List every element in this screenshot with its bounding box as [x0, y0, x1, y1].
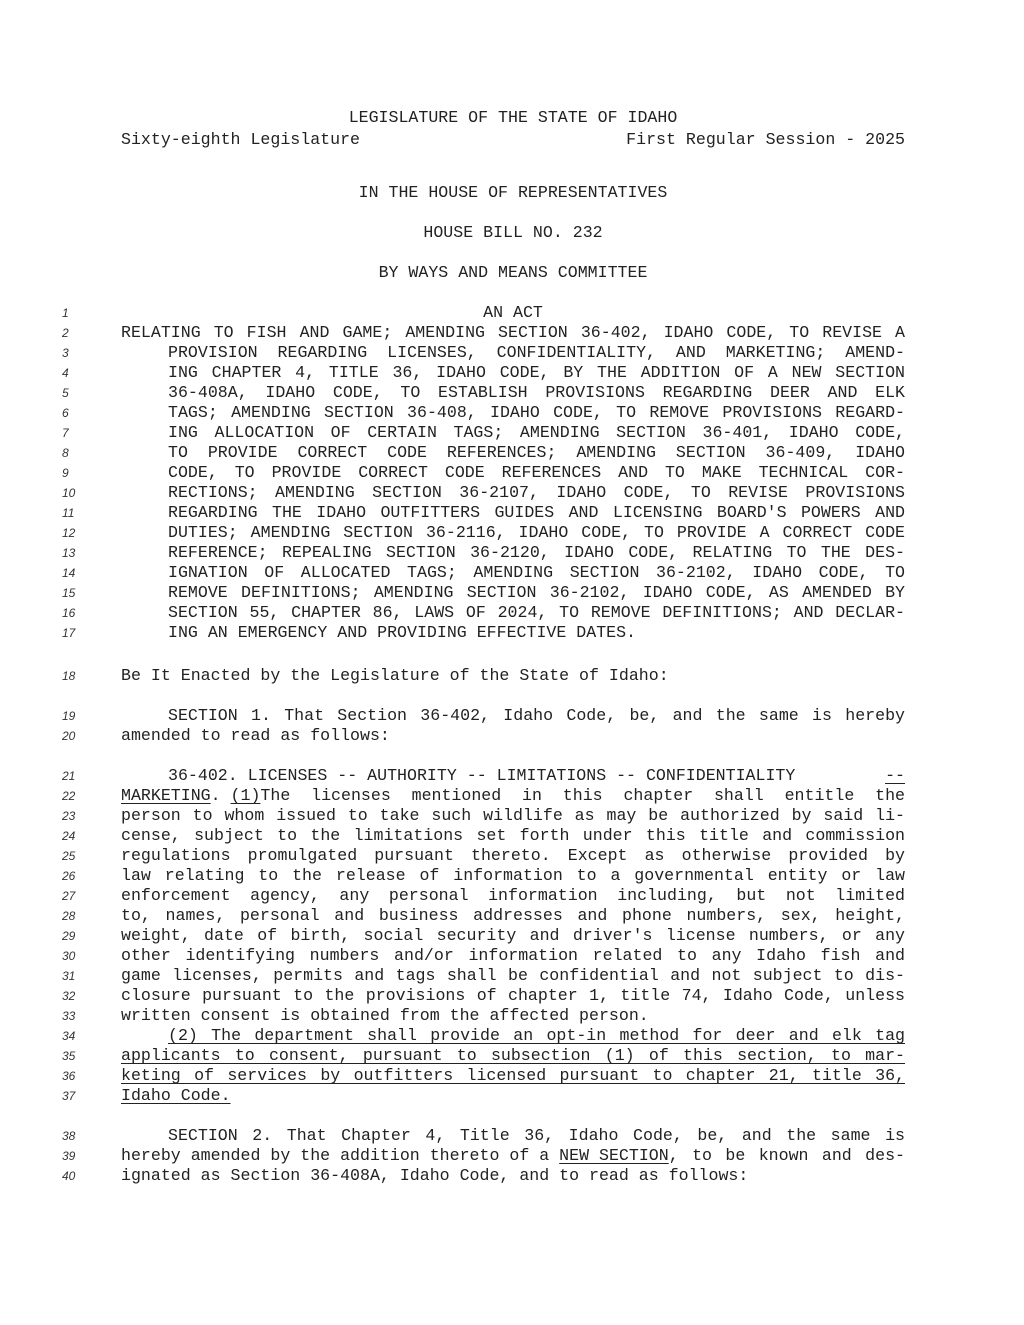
- line-text: weight, date of birth, social security and driver's license numbers, or any: [121, 926, 905, 945]
- inserted-text: Idaho Code.: [121, 1086, 231, 1105]
- line-30: [0, 946, 1024, 966]
- line-text: closure pursuant to the provisions of chapter 1, title 74, Idaho Code, unless: [121, 986, 905, 1005]
- session-year: First Regular Session - 2025: [626, 130, 905, 149]
- line-number: 14: [62, 566, 76, 580]
- inserted-text: (1): [230, 786, 261, 805]
- inserted-text: NEW SECTION: [559, 1146, 669, 1165]
- line-text: SECTION 55, CHAPTER 86, LAWS OF 2024, TO REMOVE DEFINITIONS; AND DECLAR-: [168, 603, 905, 622]
- line-text: hereby amended by the addition thereto of a: [121, 1146, 560, 1165]
- line-text: 36-402. LICENSES -- AUTHORITY -- LIMITATIONS -- CONFIDENTIALITY: [168, 766, 796, 785]
- bill-number: HOUSE BILL NO. 232: [423, 223, 603, 242]
- line-number: 13: [62, 546, 76, 560]
- line-text: .: [210, 786, 231, 805]
- line-number: 34: [62, 1029, 76, 1043]
- line-17: [0, 623, 1024, 643]
- line-33: [0, 1006, 1024, 1026]
- line-number: 28: [62, 909, 76, 923]
- line-number: 11: [62, 506, 75, 520]
- line-number: 18: [62, 669, 76, 683]
- line-text: ING AN EMERGENCY AND PROVIDING EFFECTIVE DATES.: [168, 623, 637, 642]
- line-13: [0, 543, 1024, 563]
- line-text: TO PROVIDE CORRECT CODE REFERENCES; AMENDING SECTION 36-409, IDAHO: [168, 443, 905, 462]
- line-number: 12: [62, 526, 76, 540]
- line-text: SECTION 1. That Section 36-402, Idaho Code, be, and the same is hereby: [168, 706, 905, 725]
- legislature-title: LEGISLATURE OF THE STATE OF IDAHO: [348, 108, 678, 127]
- line-14: [0, 563, 1024, 583]
- line-19: [0, 706, 1024, 726]
- line-23: [0, 806, 1024, 826]
- line-40: [0, 1166, 1024, 1186]
- line-text: person to whom issued to take such wildlife as may be authorized by said li-: [121, 806, 905, 825]
- line-8: [0, 443, 1024, 463]
- line-3: [0, 343, 1024, 363]
- inserted-text: MARKETING: [121, 786, 211, 805]
- line-32: [0, 986, 1024, 1006]
- line-10: [0, 483, 1024, 503]
- enacting-clause: Be It Enacted by the Legislature of the State of Idaho:: [121, 666, 669, 685]
- line-text: The licenses mentioned in this chapter shall entitle the: [260, 786, 905, 805]
- line-text: IGNATION OF ALLOCATED TAGS; AMENDING SECTION 36-2102, IDAHO CODE, TO: [168, 563, 905, 582]
- line-38: [0, 1126, 1024, 1146]
- line-text: written consent is obtained from the affected person.: [121, 1006, 649, 1025]
- line-number: 2: [62, 326, 69, 340]
- line-number: 17: [62, 626, 76, 640]
- line-text: SECTION 2. That Chapter 4, Title 36, Idaho Code, be, and the same is: [168, 1126, 905, 1145]
- line-number: 37: [62, 1089, 76, 1103]
- line-number: 9: [62, 466, 69, 480]
- line-31: [0, 966, 1024, 986]
- line-text-group: [121, 1146, 905, 1166]
- house-heading: IN THE HOUSE OF REPRESENTATIVES: [358, 183, 668, 202]
- line-22: [0, 786, 1024, 806]
- line-11: [0, 503, 1024, 523]
- line-27: [0, 886, 1024, 906]
- line-number: 7: [62, 426, 69, 440]
- line-number: 8: [62, 446, 69, 460]
- line-text-group: [121, 786, 905, 806]
- line-number: 6: [62, 406, 69, 420]
- line-21: [0, 766, 1024, 786]
- line-text: REGARDING THE IDAHO OUTFITTERS GUIDES AND LICENSING BOARD'S POWERS AND: [168, 503, 905, 522]
- line-number: 25: [62, 849, 76, 863]
- line-number: 40: [62, 1169, 76, 1183]
- line-34: [0, 1026, 1024, 1046]
- line-text: , to be known and des-: [668, 1146, 905, 1165]
- line-number: 10: [62, 486, 76, 500]
- line-37: [0, 1086, 1024, 1106]
- line-text: REMOVE DEFINITIONS; AMENDING SECTION 36-2102, IDAHO CODE, AS AMENDED BY: [168, 583, 905, 602]
- line-number: 38: [62, 1129, 76, 1143]
- line-16: [0, 603, 1024, 623]
- bill-sponsor: BY WAYS AND MEANS COMMITTEE: [378, 263, 648, 282]
- line-35: [0, 1046, 1024, 1066]
- line-number: 36: [62, 1069, 76, 1083]
- line-text: CODE, TO PROVIDE CORRECT CODE REFERENCES AND TO MAKE TECHNICAL COR-: [168, 463, 905, 482]
- line-number: 27: [62, 889, 76, 903]
- inserted-text: keting of services by outfitters licensed pursuant to chapter 21, title 36,: [121, 1066, 905, 1085]
- line-2: [0, 323, 1024, 343]
- line-number: 32: [62, 989, 76, 1003]
- line-number: 19: [62, 709, 76, 723]
- line-number: 23: [62, 809, 76, 823]
- line-1: [0, 303, 1024, 323]
- line-text: game licenses, permits and tags shall be confidential and not subject to dis-: [121, 966, 905, 985]
- line-number: 30: [62, 949, 76, 963]
- line-number: 3: [62, 346, 69, 360]
- line-39: [0, 1146, 1024, 1166]
- line-number: 24: [62, 829, 76, 843]
- session-line: [121, 130, 905, 150]
- line-5: [0, 383, 1024, 403]
- line-9: [0, 463, 1024, 483]
- line-number: 29: [62, 929, 76, 943]
- line-29: [0, 926, 1024, 946]
- section-heading: [168, 766, 905, 786]
- line-number: 31: [62, 969, 76, 983]
- line-number: 1: [62, 306, 69, 320]
- line-text: DUTIES; AMENDING SECTION 36-2116, IDAHO CODE, TO PROVIDE A CORRECT CODE: [168, 523, 905, 542]
- line-text: RELATING TO FISH AND GAME; AMENDING SECTION 36-402, IDAHO CODE, TO REVISE A: [121, 323, 905, 342]
- line-text: RECTIONS; AMENDING SECTION 36-2107, IDAHO CODE, TO REVISE PROVISIONS: [168, 483, 905, 502]
- line-15: [0, 583, 1024, 603]
- line-number: 20: [62, 729, 76, 743]
- line-text: 36-408A, IDAHO CODE, TO ESTABLISH PROVISIONS REGARDING DEER AND ELK: [168, 383, 905, 402]
- line-text: regulations promulgated pursuant thereto. Except as otherwise provided by: [121, 846, 905, 865]
- line-text: TAGS; AMENDING SECTION 36-408, IDAHO CODE, TO REMOVE PROVISIONS REGARD-: [168, 403, 905, 422]
- line-number: 26: [62, 869, 76, 883]
- line-text: enforcement agency, any personal information including, but not limited: [121, 886, 905, 905]
- line-number: 21: [62, 769, 76, 783]
- line-7: [0, 423, 1024, 443]
- line-text: REFERENCE; REPEALING SECTION 36-2120, IDAHO CODE, RELATING TO THE DES-: [168, 543, 905, 562]
- line-text: to, names, personal and business addresses and phone numbers, sex, height,: [121, 906, 905, 925]
- line-26: [0, 866, 1024, 886]
- line-text: amended to read as follows:: [121, 726, 390, 745]
- line-text: PROVISION REGARDING LICENSES, CONFIDENTIALITY, AND MARKETING; AMEND-: [168, 343, 905, 362]
- line-number: 35: [62, 1049, 76, 1063]
- line-text: other identifying numbers and/or information related to any Idaho fish and: [121, 946, 905, 965]
- line-number: 39: [62, 1149, 76, 1163]
- line-28: [0, 906, 1024, 926]
- inserted-text: (2) The department shall provide an opt-in method for deer and elk tag: [168, 1026, 905, 1045]
- act-title: AN ACT: [483, 303, 543, 322]
- line-number: 33: [62, 1009, 76, 1023]
- line-text: ING ALLOCATION OF CERTAIN TAGS; AMENDING SECTION 36-401, IDAHO CODE,: [168, 423, 905, 442]
- line-20: [0, 726, 1024, 746]
- line-12: [0, 523, 1024, 543]
- inserted-text: applicants to consent, pursuant to subsection (1) of this section, to mar-: [121, 1046, 905, 1065]
- line-36: [0, 1066, 1024, 1086]
- line-6: [0, 403, 1024, 423]
- line-number: 16: [62, 606, 76, 620]
- line-text: law relating to the release of information to a governmental entity or law: [121, 866, 905, 885]
- line-4: [0, 363, 1024, 383]
- line-25: [0, 846, 1024, 866]
- line-18: [0, 666, 1024, 686]
- line-24: [0, 826, 1024, 846]
- line-text: ING CHAPTER 4, TITLE 36, IDAHO CODE, BY THE ADDITION OF A NEW SECTION: [168, 363, 905, 382]
- line-number: 5: [62, 386, 69, 400]
- line-number: 15: [62, 586, 76, 600]
- line-number: 4: [62, 366, 69, 380]
- line-text: cense, subject to the limitations set forth under this title and commission: [121, 826, 905, 845]
- line-text: ignated as Section 36-408A, Idaho Code, and to read as follows:: [121, 1166, 749, 1185]
- inserted-text: --: [885, 766, 905, 785]
- line-number: 22: [62, 789, 76, 803]
- session-name: Sixty-eighth Legislature: [121, 130, 360, 149]
